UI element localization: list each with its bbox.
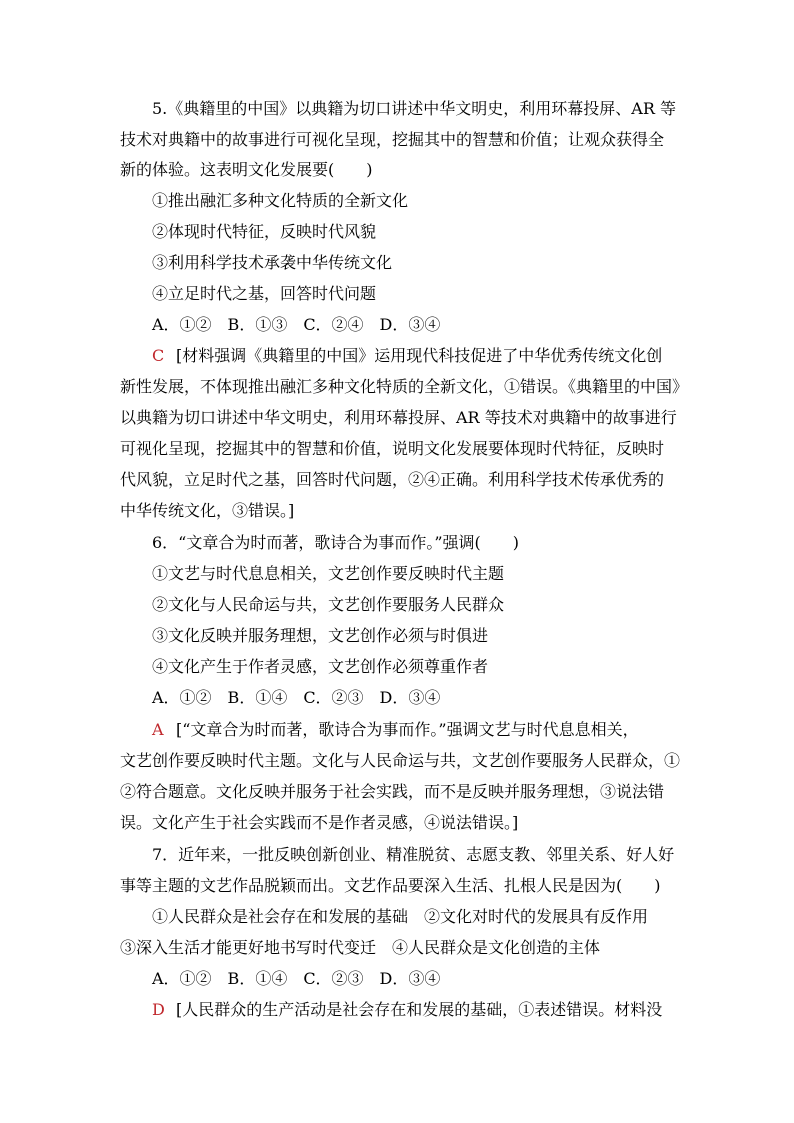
q5-explanation-line-3: 以典籍为切口讲述中华文明史，利用环幕投屏、AR 等技术对典籍中的故事进行 [120, 408, 677, 427]
q5-stem-line-3: 新的体验。这表明文化发展要( ) [120, 160, 373, 179]
q5-explanation-line-1: [材料强调《典籍里的中国》运用现代科技促进了中华优秀传统文化创 [176, 346, 663, 365]
q5-stem-line-2: 技术对典籍中的故事进行可视化呈现，挖掘其中的智慧和价值；让观众获得全 [120, 130, 665, 149]
q7-items-line-2: ③深入生活才能更好地书写时代变迁 ④人民群众是文化创造的主体 [120, 938, 601, 957]
q5-explanation-line-5: 代风貌，立足时代之基，回答时代问题，②④正确。利用科学技术传承优秀的 [120, 470, 665, 489]
q6-answer-letter: A [152, 720, 164, 739]
q6-item-3: ③文化反映并服务理想，文艺创作必须与时俱进 [152, 626, 489, 645]
q5-explanation-line-2: 新性发展，不体现推出融汇多种文化特质的全新文化，①错误。《典籍里的中国》 [120, 377, 689, 396]
q6-stem: 6．“文章合为时而著，歌诗合为事而作。”强调( ) [152, 533, 520, 552]
q7-stem-line-2: 事等主题的文艺作品脱颖而出。文艺作品要深入生活、扎根人民是因为( ) [120, 876, 661, 895]
q7-stem-line-1: 7．近年来，一批反映创新创业、精准脱贫、志愿支教、邻里关系、好人好 [152, 845, 675, 864]
q7-explanation-line-1: [人民群众的生产活动是社会存在和发展的基础，①表述错误。材料没 [176, 1000, 663, 1019]
q5-answer-letter: C [152, 346, 165, 365]
q6-explanation-line-1: [“文章合为时而著，歌诗合为事而作。”强调文艺与时代息息相关， [176, 720, 639, 739]
q7-options: A．①② B．①④ C．②③ D．③④ [152, 969, 441, 988]
q5-item-3: ③利用科学技术承袭中华传统文化 [152, 253, 393, 272]
q6-item-1: ①文艺与时代息息相关，文艺创作要反映时代主题 [152, 564, 505, 583]
q5-explanation-line-6: 中华传统文化，③错误。] [120, 501, 295, 520]
q5-item-4: ④立足时代之基，回答时代问题 [152, 284, 377, 303]
q6-options: A．①② B．①④ C．②③ D．③④ [152, 688, 441, 707]
q7-items-line-1: ①人民群众是社会存在和发展的基础 ②文化对时代的发展具有反作用 [152, 907, 649, 926]
q6-explanation-line-3: ②符合题意。文化反映并服务于社会实践，而不是反映并服务理想，③说法错 [120, 782, 665, 801]
q5-item-2: ②体现时代特征，反映时代风貌 [152, 222, 377, 241]
q5-stem-line-1: 5.《典籍里的中国》以典籍为切口讲述中华文明史，利用环幕投屏、AR 等 [152, 99, 676, 118]
q5-explanation-line-4: 可视化呈现，挖掘其中的智慧和价值，说明文化发展要体现时代特征，反映时 [120, 439, 665, 458]
q7-answer-letter: D [152, 1000, 165, 1019]
q6-explanation-line-2: 文艺创作要反映时代主题。文化与人民命运与共，文艺创作要服务人民群众，① [120, 751, 681, 770]
q5-item-1: ①推出融汇多种文化特质的全新文化 [152, 191, 409, 210]
q6-item-2: ②文化与人民命运与共，文艺创作要服务人民群众 [152, 595, 505, 614]
q6-explanation-line-4: 误。文化产生于社会实践而不是作者灵感，④说法错误。] [120, 813, 519, 832]
q6-item-4: ④文化产生于作者灵感，文艺创作必须尊重作者 [152, 657, 489, 676]
q5-options: A．①② B．①③ C．②④ D．③④ [152, 315, 441, 334]
